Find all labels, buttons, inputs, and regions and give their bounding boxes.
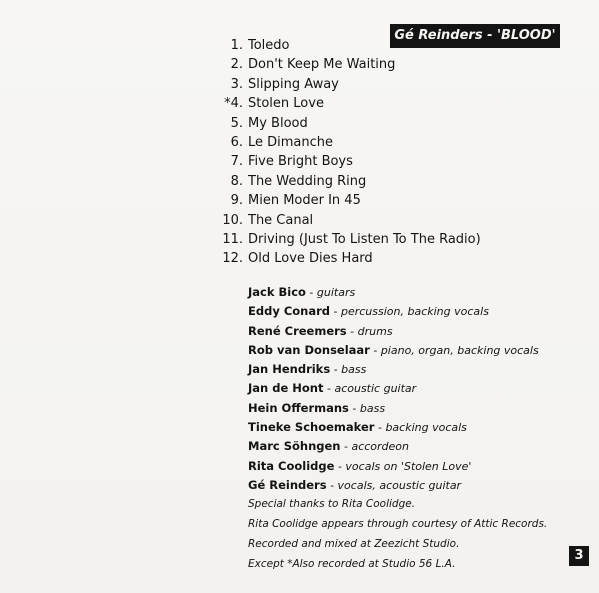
track-title: Five Bright Boys <box>248 154 353 170</box>
credit-separator: - <box>334 459 346 473</box>
credit-separator: - <box>369 343 381 357</box>
track-number: 11. <box>222 231 243 247</box>
track-item <box>205 75 505 94</box>
musician-role: vocals, acoustic guitar <box>337 478 462 492</box>
track-title: Le Dimanche <box>248 134 334 150</box>
track-number: *4. <box>224 96 243 112</box>
note-line: Special thanks to Rita Coolidge. <box>248 498 416 510</box>
track-number: 9. <box>230 193 243 209</box>
track-title: My Blood <box>248 115 308 131</box>
musician-role: drums <box>357 324 393 338</box>
credit-line <box>248 418 578 437</box>
track-title: Don't Keep Me Waiting <box>248 57 396 73</box>
note-line: Rita Coolidge appears through courtesy of Attic Records. <box>248 518 548 530</box>
credit-line <box>248 283 578 302</box>
credit-line <box>248 341 578 360</box>
credit-line <box>248 457 578 476</box>
credit-separator: - <box>330 363 342 377</box>
track-number: 10. <box>222 212 243 228</box>
credit-line <box>248 360 578 379</box>
album-title: Gé Reinders - 'BLOOD' <box>394 28 556 43</box>
track-item <box>205 211 505 230</box>
track-number: 1. <box>230 38 243 53</box>
track-item <box>205 230 505 249</box>
credit-line <box>248 399 578 418</box>
musician-role: percussion, backing vocals <box>340 305 489 319</box>
musician-credits <box>248 283 578 495</box>
track-title: Mien Moder In 45 <box>248 193 361 209</box>
musician-name: Jan de Hont <box>248 381 324 396</box>
credit-line <box>248 437 578 456</box>
credit-separator: - <box>340 440 352 454</box>
musician-name: Eddy Conard <box>248 304 331 319</box>
credit-line <box>248 322 578 341</box>
credit-separator: - <box>374 421 386 435</box>
credit-separator: - <box>305 286 317 299</box>
track-title: The Wedding Ring <box>248 173 367 189</box>
musician-role: guitars <box>316 286 356 299</box>
credit-line <box>248 476 578 495</box>
musician-role: acoustic guitar <box>334 382 417 396</box>
credit-line <box>248 379 578 398</box>
musician-name: Rita Coolidge <box>248 458 335 473</box>
credit-separator: - <box>323 382 335 396</box>
musician-role: backing vocals <box>385 421 467 435</box>
track-item <box>205 172 505 191</box>
track-item <box>205 152 505 171</box>
musician-name: Tineke Schoemaker <box>248 420 375 435</box>
track-title: Stolen Love <box>248 96 324 112</box>
musician-role: accordeon <box>351 440 409 454</box>
track-title: The Canal <box>248 212 314 228</box>
musician-name: Gé Reinders <box>248 477 327 492</box>
track-title: Old Love Dies Hard <box>248 251 373 267</box>
note-line: Recorded and mixed at Zeezicht Studio. <box>248 538 460 550</box>
production-notes <box>248 494 578 574</box>
credit-separator: - <box>326 478 338 492</box>
musician-role: bass <box>341 363 367 377</box>
musician-role: bass <box>359 401 386 415</box>
track-title: Toledo <box>248 38 290 53</box>
track-number: 5. <box>230 115 243 131</box>
track-item <box>205 94 505 113</box>
track-item <box>205 249 505 268</box>
musician-name: Marc Söhngen <box>248 439 341 454</box>
track-item <box>205 36 505 55</box>
track-number: 12. <box>222 251 243 267</box>
musician-name: Jan Hendriks <box>248 362 331 377</box>
note-line: Except *Also recorded at Studio 56 L.A. <box>248 558 456 570</box>
credit-line <box>248 302 578 321</box>
musician-name: Jack Bico <box>248 285 306 299</box>
page-number: 3 <box>569 546 589 566</box>
track-number: 8. <box>230 173 243 189</box>
track-title: Slipping Away <box>248 76 339 92</box>
musician-role: piano, organ, backing vocals <box>380 343 539 357</box>
track-number: 6. <box>230 134 243 150</box>
track-item <box>205 133 505 152</box>
tracklist <box>205 36 505 269</box>
credit-separator: - <box>348 401 360 415</box>
musician-name: Rob van Donselaar <box>248 342 370 357</box>
track-item <box>205 114 505 133</box>
track-number: 3. <box>230 76 243 92</box>
musician-name: Hein Offermans <box>248 400 349 415</box>
credit-separator: - <box>330 305 341 319</box>
track-item <box>205 55 505 74</box>
track-number: 7. <box>230 154 243 170</box>
track-number: 2. <box>230 57 243 73</box>
musician-role: vocals on 'Stolen Love' <box>345 459 472 473</box>
track-item <box>205 191 505 210</box>
credit-separator: - <box>346 324 358 338</box>
musician-name: René Creemers <box>248 323 347 338</box>
track-title: Driving (Just To Listen To The Radio) <box>248 231 481 247</box>
